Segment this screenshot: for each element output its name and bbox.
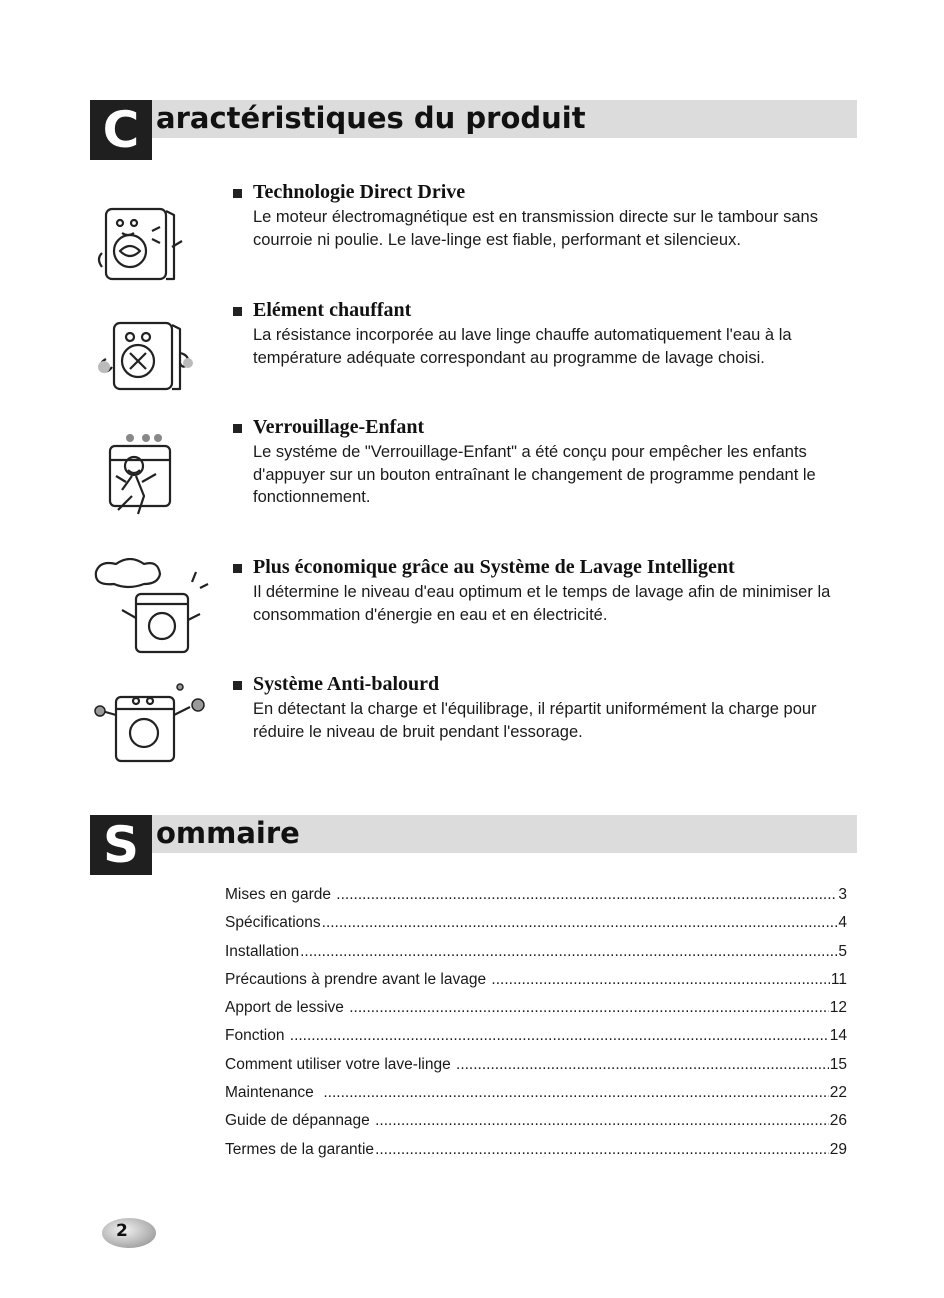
toc-leader (375, 1141, 829, 1159)
washer-direct-drive-illustration (92, 183, 212, 295)
table-of-contents (225, 886, 847, 1169)
toc-entry[interactable] (225, 886, 847, 914)
washer-child-lock-illustration (92, 418, 212, 538)
toc-entry[interactable] (225, 999, 847, 1027)
page-number: 2 (116, 1221, 128, 1241)
toc-entry[interactable] (225, 1084, 847, 1112)
toc-leader (336, 886, 837, 904)
washer-balance-illustration (92, 675, 212, 787)
feature-title: Verrouillage-Enfant (253, 416, 425, 438)
toc-entry[interactable] (225, 1056, 847, 1084)
page-number-oval (100, 1216, 158, 1250)
toc-leader (349, 999, 829, 1017)
toc-page: 3 (838, 886, 847, 903)
toc-page: 22 (829, 1084, 847, 1102)
toc-entry[interactable] (225, 1027, 847, 1055)
toc-leader (323, 1084, 828, 1102)
header-initial-letter: S (90, 815, 152, 875)
header-title: ommaire (156, 816, 300, 850)
toc-label: Installation (225, 942, 300, 960)
bullet-marker (233, 307, 242, 316)
toc-leader (290, 1027, 829, 1045)
feature-title: Plus économique grâce au Système de Lavage Intelligent (253, 556, 735, 578)
feature-title: Système Anti-balourd (253, 673, 440, 695)
toc-label: Guide de dépannage (225, 1112, 375, 1130)
washer-smart-wash-illustration (92, 558, 212, 670)
feature-title: Technologie Direct Drive (253, 181, 466, 203)
toc-entry[interactable] (225, 1141, 847, 1169)
feature-title: Elément chauffant (253, 299, 412, 321)
header-initial-letter: C (90, 100, 152, 160)
toc-label: Mises en garde (225, 886, 336, 903)
washer-heater-illustration (92, 301, 212, 413)
toc-leader (456, 1056, 829, 1074)
toc-leader (300, 943, 837, 961)
summary-section-header (90, 815, 857, 875)
feature-description: Le moteur électromagnétique est en transmission directe sur le tambour sans courroie ni poulie. Le lave-linge est fiable, performant et silencieux. (253, 208, 818, 249)
toc-leader (491, 971, 830, 989)
page-number-badge (100, 1216, 158, 1250)
toc-leader (322, 914, 838, 932)
feature-description: Il détermine le niveau d'eau optimum et le temps de lavage afin de minimiser la consommation d'énergie en eau et en électricité. (253, 583, 831, 624)
bullet-marker (233, 189, 242, 198)
toc-label: Spécifications (225, 914, 321, 932)
toc-label: Maintenance (225, 1084, 323, 1102)
toc-entry[interactable] (225, 1112, 847, 1140)
feature-description: Le systéme de "Verrouillage-Enfant" a été conçu pour empêcher les enfants d'appuyer sur un bouton entraînant le changement de programme pendant le fonctionnement. (253, 443, 816, 506)
bullet-marker (233, 424, 242, 433)
toc-page: 14 (829, 1027, 847, 1045)
toc-page: 12 (829, 999, 847, 1017)
feature-description: En détectant la charge et l'équilibrage, il répartit uniformément la charge pour réduire le niveau de bruit pendant l'essorage. (253, 700, 817, 741)
features-section-header (90, 100, 857, 160)
toc-page: 11 (830, 970, 847, 988)
feature-description: La résistance incorporée au lave linge chauffe automatiquement l'eau à la température adéquate correspondant au programme de lavage choisi. (253, 326, 792, 367)
toc-page: 26 (829, 1112, 847, 1130)
toc-label: Comment utiliser votre lave-linge (225, 1055, 456, 1073)
toc-entry[interactable] (225, 943, 847, 971)
toc-label: Termes de la garantie (225, 1140, 375, 1158)
toc-page: 15 (829, 1055, 847, 1073)
header-title: aractéristiques du produit (156, 101, 586, 135)
toc-entry[interactable] (225, 914, 847, 942)
toc-page: 29 (829, 1140, 847, 1158)
toc-page: 5 (838, 942, 847, 960)
toc-label: Fonction (225, 1027, 289, 1045)
toc-leader (375, 1112, 829, 1130)
bullet-marker (233, 564, 242, 573)
toc-page: 4 (838, 914, 847, 932)
toc-label: Apport de lessive (225, 999, 349, 1017)
bullet-marker (233, 681, 242, 690)
toc-label: Précautions à prendre avant le lavage (225, 970, 491, 988)
toc-entry[interactable] (225, 971, 847, 999)
